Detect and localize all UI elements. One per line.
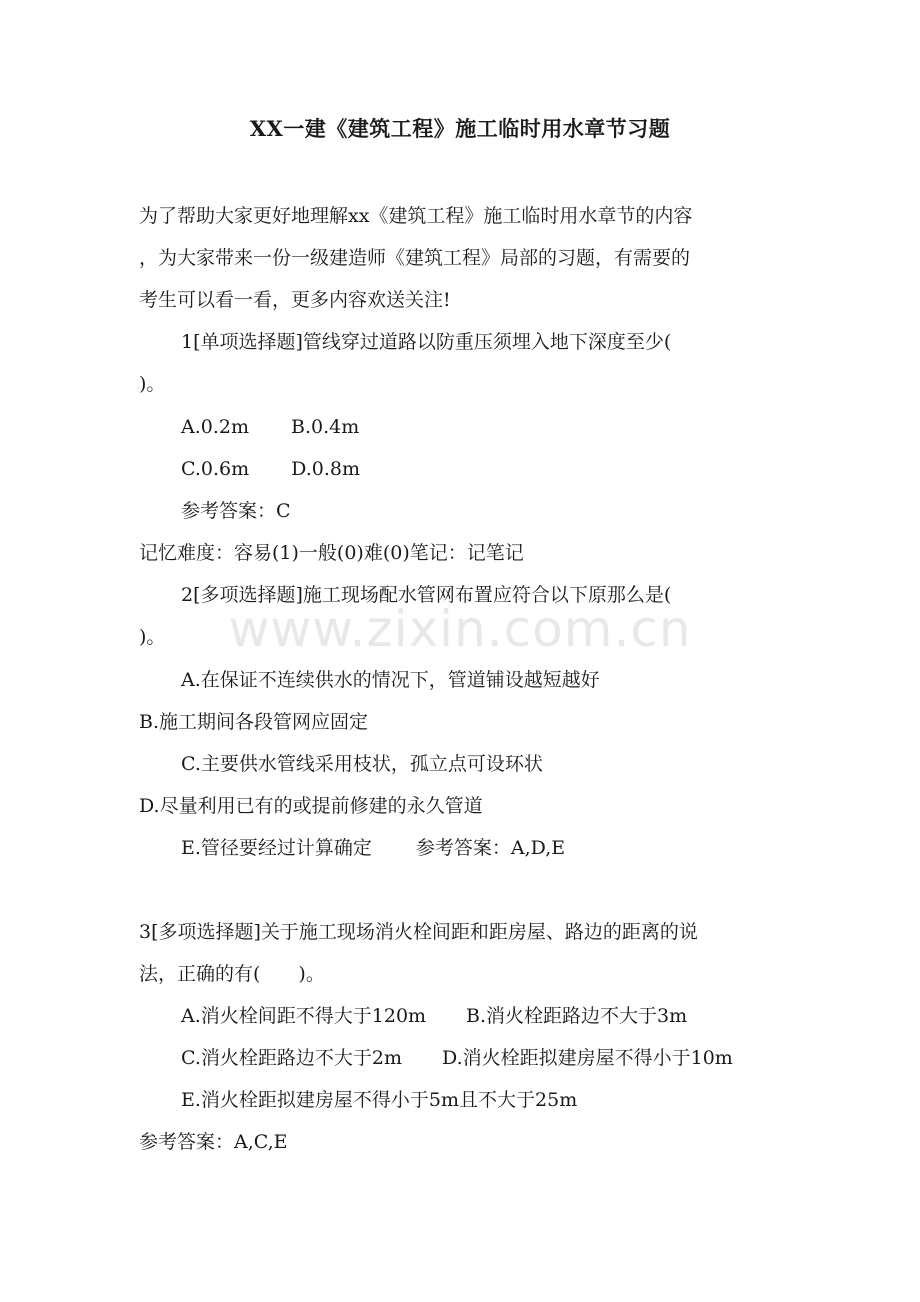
- q1-option-d: D.0.8m: [291, 458, 360, 480]
- document-title: XX一建《建筑工程》施工临时用水章节习题: [249, 116, 671, 141]
- q3-stem-line-2: 法，正确的有( )。: [139, 963, 325, 985]
- q3-option-b: B.消火栓距路边不大于3m: [466, 1005, 688, 1027]
- watermark: www.zixin.com.cn: [228, 600, 692, 658]
- intro-line-2: ，为大家带来一份一级建造师《建筑工程》局部的习题，有需要的: [139, 247, 691, 269]
- intro-line-1: 为了帮助大家更好地理解xx《建筑工程》施工临时用水章节的内容: [139, 205, 693, 227]
- q2-answer: 参考答案：A,D,E: [415, 837, 566, 859]
- q2-option-d: D.尽量利用已有的或提前修建的永久管道: [139, 795, 483, 817]
- q3-option-e: E.消火栓距拟建房屋不得小于5m且不大于25m: [181, 1089, 578, 1111]
- q1-option-b: B.0.4m: [291, 416, 360, 438]
- intro-line-3: 考生可以看一看，更多内容欢送关注!: [139, 289, 451, 311]
- q3-options-row-2: [181, 1045, 733, 1071]
- q1-option-c: C.0.6m: [181, 458, 250, 480]
- q1-answer: 参考答案：C: [181, 500, 291, 522]
- q1-options-row-2: [181, 456, 360, 482]
- q3-stem-line-1: 3[多项选择题]关于施工现场消火栓间距和距房屋、路边的距离的说: [139, 921, 698, 943]
- q3-options-row-1: [181, 1003, 687, 1029]
- q2-option-c: C.主要供水管线采用枝状，孤立点可设环状: [181, 753, 543, 775]
- q3-option-a: A.消火栓间距不得大于120m: [181, 1005, 427, 1027]
- q2-option-a: A.在保证不连续供水的情况下，管道铺设越短越好: [181, 669, 600, 691]
- q2-stem-line-1: 2[多项选择题]施工现场配水管网布置应符合以下原那么是(: [181, 584, 672, 606]
- q3-option-d: D.消火栓距拟建房屋不得小于10m: [442, 1047, 733, 1069]
- q1-options-row-1: [181, 414, 359, 440]
- q1-stem-line-1: 1[单项选择题]管线穿过道路以防重压须埋入地下深度至少(: [181, 331, 672, 353]
- q1-memory-difficulty: 记忆难度：容易(1)一般(0)难(0)笔记：记笔记: [139, 542, 524, 564]
- q3-answer: 参考答案：A,C,E: [139, 1131, 288, 1153]
- q2-option-b: B.施工期间各段管网应固定: [139, 711, 369, 733]
- q1-option-a: A.0.2m: [181, 416, 249, 438]
- q3-option-c: C.消火栓距路边不大于2m: [181, 1047, 403, 1069]
- q2-stem-line-2: )。: [139, 626, 166, 648]
- q1-stem-line-2: )。: [139, 373, 166, 395]
- q2-option-e: E.管径要经过计算确定: [181, 837, 372, 859]
- q2-option-e-row: [181, 835, 565, 861]
